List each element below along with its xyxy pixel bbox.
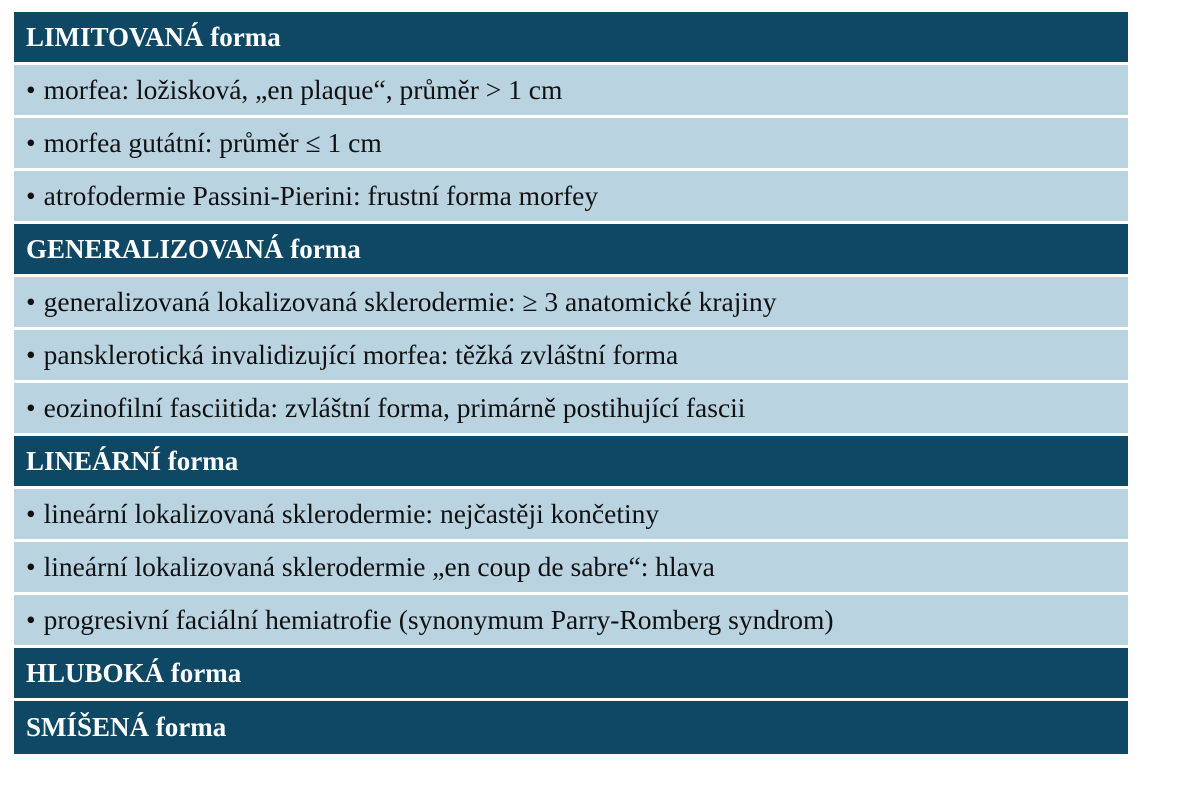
item-text: morfea gutátní: průměr ≤ 1 cm bbox=[43, 127, 382, 158]
list-item bbox=[14, 330, 1128, 383]
section-title: LIMITOVANÁ forma bbox=[26, 21, 281, 52]
list-item bbox=[14, 171, 1128, 224]
item-text: morfea: ložisková, „en plaque“, průměr > 1 cm bbox=[43, 74, 563, 105]
list-item bbox=[14, 277, 1128, 330]
bullet-icon: • bbox=[26, 127, 36, 158]
list-item bbox=[14, 542, 1128, 595]
list-item bbox=[14, 118, 1128, 171]
section-header-linearni bbox=[14, 436, 1128, 489]
bullet-icon: • bbox=[26, 392, 36, 423]
item-text: generalizovaná lokalizovaná sklerodermie: ≥ 3 anatomické krajiny bbox=[43, 286, 777, 317]
bullet-icon: • bbox=[26, 604, 36, 635]
bullet-icon: • bbox=[26, 74, 36, 105]
section-header-smisena bbox=[14, 701, 1128, 754]
bullet-icon: • bbox=[26, 339, 36, 370]
list-item bbox=[14, 65, 1128, 118]
section-title: SMÍŠENÁ forma bbox=[26, 712, 227, 742]
bullet-icon: • bbox=[26, 551, 36, 582]
section-header-hluboka bbox=[14, 648, 1128, 701]
list-item bbox=[14, 383, 1128, 436]
bullet-icon: • bbox=[26, 180, 36, 211]
classification-table bbox=[14, 12, 1128, 754]
item-text: eozinofilní fasciitida: zvláštní forma, primárně postihující fascii bbox=[43, 392, 746, 423]
item-text: lineární lokalizovaná sklerodermie: nejčastěji končetiny bbox=[43, 498, 660, 529]
item-text: pansklerotická invalidizující morfea: těžká zvláštní forma bbox=[43, 339, 679, 370]
list-item bbox=[14, 489, 1128, 542]
section-title: GENERALIZOVANÁ forma bbox=[26, 233, 361, 264]
section-title: HLUBOKÁ forma bbox=[26, 657, 242, 688]
list-item bbox=[14, 595, 1128, 648]
bullet-icon: • bbox=[26, 286, 36, 317]
section-header-generalizovana bbox=[14, 224, 1128, 277]
item-text: atrofodermie Passini-Pierini: frustní forma morfey bbox=[43, 180, 599, 211]
section-header-limitovana bbox=[14, 12, 1128, 65]
bullet-icon: • bbox=[26, 498, 36, 529]
item-text: lineární lokalizovaná sklerodermie „en coup de sabre“: hlava bbox=[43, 551, 715, 582]
section-title: LINEÁRNÍ forma bbox=[26, 445, 239, 476]
item-text: progresivní faciální hemiatrofie (synonymum Parry-Romberg syndrom) bbox=[43, 604, 834, 635]
